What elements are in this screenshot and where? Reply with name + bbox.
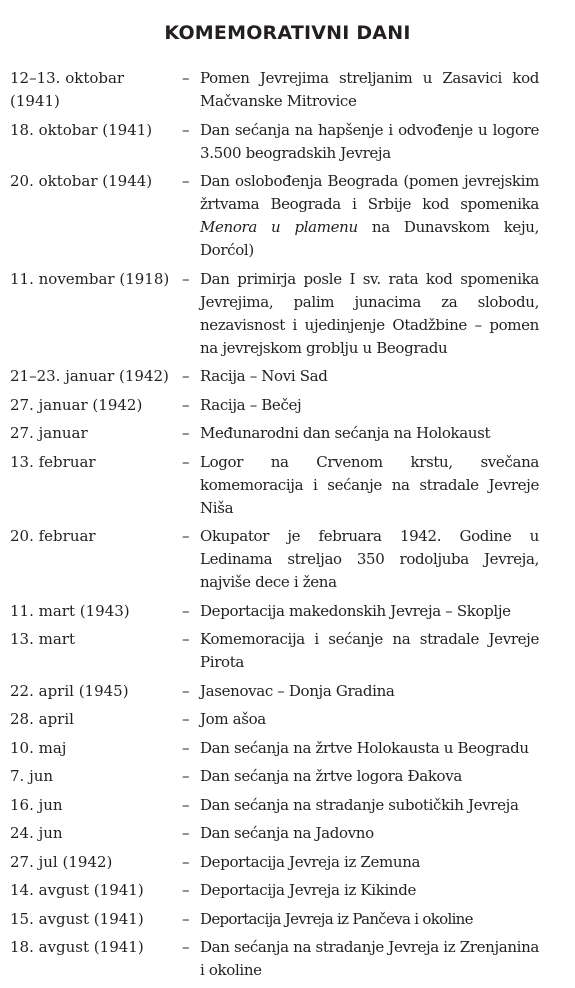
entry-date: 15. avgust (1941) (10, 909, 144, 928)
entry-date: 28. april (10, 710, 74, 728)
commemoration-list (10, 67, 566, 988)
list-item (10, 680, 566, 703)
entry-dash: – (182, 367, 190, 385)
entry-description-text: Racija – Bečej (200, 395, 302, 414)
entry-dash: – (182, 630, 190, 648)
list-item (10, 67, 566, 113)
entry-description-text: Dan sećanja na Jadovno (200, 824, 374, 842)
entry-description (200, 422, 539, 445)
entry-dash: – (182, 881, 190, 899)
entry-description (200, 451, 539, 520)
entry-description-text: Okupator je februara 1942. Godine u Ledinama streljao 350 rodoljuba Jevreja, najviše dece i žena (200, 527, 539, 591)
entry-description (200, 600, 539, 623)
entry-dash: – (182, 120, 190, 139)
entry-dash: – (182, 909, 190, 928)
entry-description-text: Dan sećanja na hapšenje i odvođenje u logore 3.500 beogradskih Jevreja (200, 120, 539, 162)
entry-date: 13. februar (10, 452, 96, 471)
entry-date: 7. jun (10, 767, 54, 785)
entry-description-text: Deportacija Jevreja iz Kikinde (200, 881, 417, 899)
list-item (10, 268, 566, 360)
entry-date: 18. avgust (1941) (10, 938, 144, 956)
entry-dash: – (182, 738, 190, 757)
entry-description (200, 365, 539, 388)
list-item (10, 708, 566, 731)
list-item (10, 765, 566, 788)
list-item (10, 119, 566, 165)
entry-description-text: Logor na Crvenom krstu, svečana komemoracija i sećanje na stradale Jevreje Niša (200, 452, 539, 517)
entry-description (200, 737, 539, 760)
entry-date: 11. mart (1943) (10, 601, 130, 620)
entry-description (200, 268, 539, 360)
entry-date: 22. april (1945) (10, 681, 129, 700)
entry-date: 13. mart (10, 630, 75, 648)
entry-description-text: Jom ašoa (200, 710, 266, 728)
entry-date: 20. februar (10, 527, 96, 545)
list-item (10, 422, 566, 445)
entry-date: 27. januar (1942) (10, 395, 143, 414)
entry-date: 20. oktobar (1944) (10, 172, 153, 190)
entry-description-text: Deportacija makedonskih Jevreja – Skoplje (200, 601, 511, 620)
entry-description-text: Dan sećanja na stradanje subotičkih Jevreja (200, 795, 519, 814)
entry-description-text: Deportacija Jevreja iz Zemuna (200, 852, 421, 871)
list-item (10, 525, 566, 594)
list-item (10, 628, 566, 674)
list-item (10, 908, 566, 931)
entry-dash: – (182, 824, 190, 842)
entry-description-text: Dan oslobođenja Beograda (pomen jevrejskim žrtvama Beograda i Srbije kod spomenika (200, 172, 539, 213)
entry-description-text: Deportacija Jevreja iz Pančeva i okoline (200, 909, 473, 928)
entry-description (200, 170, 539, 262)
entry-date: 24. jun (10, 824, 63, 842)
entry-dash: – (182, 424, 190, 442)
entry-description-text: Dan primirja posle I sv. rata kod spomenika Jevrejima, palim junacima za slobodu, nezavisnost i ujedinjenje Otadžbine – pomen na jevrejskom groblju u Beogradu (200, 269, 539, 357)
entry-description (200, 67, 539, 113)
entry-dash: – (182, 601, 190, 620)
entry-dash: – (182, 795, 190, 814)
list-item (10, 600, 566, 623)
entry-dash: – (182, 452, 190, 471)
entry-date: 11. novembar (1918) (10, 269, 170, 288)
entry-description-text: Komemoracija i sećanje na stradale Jevreje Pirota (200, 630, 539, 671)
entry-description (200, 765, 539, 788)
page-title: KOMEMORATIVNI DANI (164, 22, 411, 44)
entry-date: 18. oktobar (1941) (10, 120, 153, 139)
entry-description (200, 879, 539, 902)
entry-dash: – (182, 710, 190, 728)
entry-description (200, 908, 539, 931)
entry-description-text: Racija – Novi Sad (200, 367, 328, 385)
entry-dash: – (182, 767, 190, 785)
entry-description (200, 119, 539, 165)
list-item (10, 451, 566, 520)
entry-description (200, 822, 539, 845)
entry-dash: – (182, 69, 190, 87)
entry-dash: – (182, 852, 190, 871)
entry-date: 27. jul (1942) (10, 852, 113, 871)
entry-dash: – (182, 527, 190, 545)
entry-description-italic: Menora u plamenu (200, 218, 358, 236)
entry-description-text: Dan sećanja na žrtve Holokausta u Beogradu (200, 738, 529, 757)
entry-dash: – (182, 938, 190, 956)
list-item (10, 394, 566, 417)
entry-description-text: Dan sećanja na stradanje Jevreja iz Zrenjanina i okoline (200, 938, 539, 979)
entry-description (200, 851, 539, 874)
entry-date: 21–23. januar (1942) (10, 367, 169, 385)
list-item (10, 737, 566, 760)
entry-description (200, 680, 539, 703)
list-item (10, 822, 566, 845)
list-item (10, 879, 566, 902)
list-item (10, 794, 566, 817)
entry-date: 16. jun (10, 795, 63, 814)
entry-description (200, 936, 539, 982)
list-item (10, 170, 566, 262)
list-item (10, 851, 566, 874)
entry-date: 14. avgust (1941) (10, 881, 144, 899)
entry-description-text: na Dunavskom keju, Dorćol) (200, 218, 539, 259)
list-item (10, 365, 566, 388)
entry-dash: – (182, 269, 190, 288)
entry-description (200, 394, 539, 417)
entry-date: 10. maj (10, 738, 67, 757)
entry-description-text: Međunarodni dan sećanja na Holokaust (200, 424, 491, 442)
entry-description-text: Jasenovac – Donja Gradina (200, 681, 395, 700)
entry-description (200, 794, 539, 817)
entry-description-text: Pomen Jevrejima streljanim u Zasavici kod Mačvanske Mitrovice (200, 69, 539, 110)
list-item (10, 936, 566, 982)
entry-description (200, 525, 539, 594)
entry-description-text: Dan sećanja na žrtve logora Đakova (200, 767, 462, 785)
entry-description (200, 708, 539, 731)
entry-date: 12–13. oktobar (1941) (10, 69, 125, 110)
entry-description (200, 628, 539, 674)
entry-dash: – (182, 395, 190, 414)
entry-dash: – (182, 172, 190, 190)
entry-date: 27. januar (10, 424, 88, 442)
entry-dash: – (182, 681, 190, 700)
